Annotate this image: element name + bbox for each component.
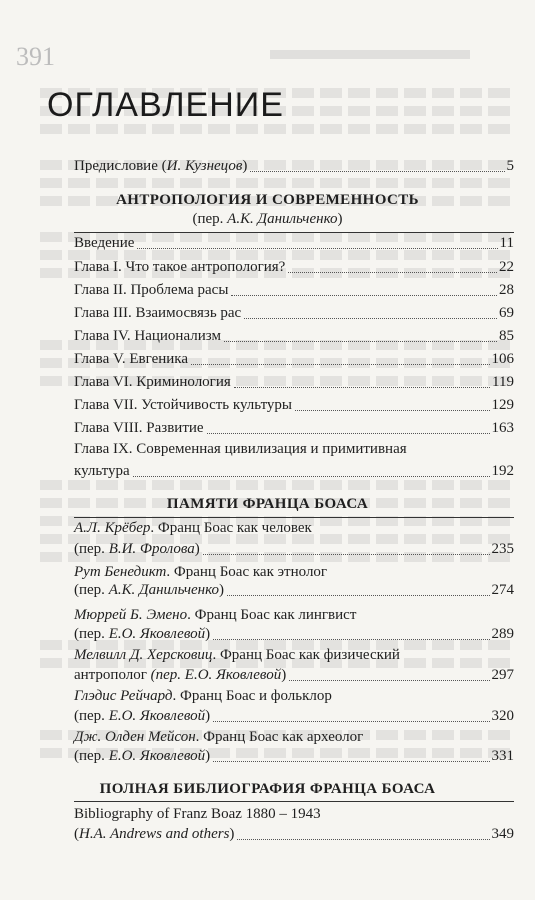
page-title: ОГЛАВЛЕНИЕ (47, 86, 284, 124)
dot-leader (250, 171, 504, 172)
toc-entry[interactable]: Глава VII. Устойчивость культуры 129 (74, 397, 514, 413)
toc-entry[interactable]: Глава V. Евгеника 106 (74, 351, 514, 367)
toc-entry[interactable]: Глава II. Проблема расы 28 (74, 282, 514, 298)
toc-entry[interactable]: (пер. В.И. Фролова) 235 (74, 541, 514, 557)
toc-entry[interactable]: (пер. А.К. Данильченко) 274 (74, 582, 514, 598)
toc-entry-text: Предисловие (И. Кузнецов) (74, 158, 248, 174)
translator-name: И. Кузнецов (166, 158, 243, 174)
toc-entry-text-line1[interactable]: Мюррей Б. Эмено. Франц Боас как лингвист (74, 607, 357, 623)
toc-entry-text-line1[interactable]: Bibliography of Franz Boaz 1880 – 1943 (74, 806, 321, 822)
section-heading-memory: ПАМЯТИ ФРАНЦА БОАСА (166, 496, 369, 512)
toc-entry-text-line1[interactable]: Дж. Олден Мейсон. Франц Боас как археолог (74, 729, 364, 745)
toc-entry-text-line1[interactable]: Глава IX. Современная цивилизация и примитивная (74, 441, 407, 457)
section-heading-anthropology: АНТРОПОЛОГИЯ И СОВРЕМЕННОСТЬ (116, 192, 419, 208)
toc-entry-preface[interactable] (74, 156, 514, 176)
section-subtitle: (пер. А.К. Данильченко) (192, 211, 343, 227)
toc-entry[interactable]: (H.A. Andrews and others) 349 (74, 826, 514, 842)
toc-entry[interactable]: Введение 11 (74, 235, 514, 251)
toc-entry-text-line1[interactable]: А.Л. Крёбер. Франц Боас как человек (74, 520, 312, 536)
bleedthrough-header (270, 50, 470, 59)
toc-entry-text-line1[interactable]: Рут Бенедикт. Франц Боас как этнолог (74, 564, 328, 580)
toc-entry[interactable]: (пер. Е.О. Яковлевой) 331 (74, 748, 514, 764)
toc-entry[interactable]: Глава IV. Национализм 85 (74, 328, 514, 344)
section-rule (74, 801, 514, 802)
section-heading-bibliography: ПОЛНАЯ БИБЛИОГРАФИЯ ФРАНЦА БОАСА (99, 781, 436, 797)
toc-entry[interactable]: Глава III. Взаимосвязь рас 69 (74, 305, 514, 321)
toc-entry[interactable]: Глава VIII. Развитие 163 (74, 420, 514, 436)
toc-entry[interactable]: Глава VI. Криминология 119 (74, 374, 514, 390)
toc-entry[interactable]: культура 192 (74, 463, 514, 479)
toc-entry-text-line1[interactable]: Глэдис Рейчард. Франц Боас и фольклор (74, 688, 332, 704)
toc-entry[interactable]: (пер. Е.О. Яковлевой) 289 (74, 626, 514, 642)
toc-entry[interactable]: Глава I. Что такое антропология? 22 (74, 259, 514, 275)
toc-entry-text-line1[interactable]: Мелвилл Д. Херсковиц. Франц Боас как физический (74, 647, 400, 663)
bleedthrough-page-number: 391 (16, 42, 55, 71)
toc-entry[interactable]: (пер. Е.О. Яковлевой) 320 (74, 708, 514, 724)
page-number: 5 (506, 158, 514, 174)
toc-entry[interactable]: антрополог (пер. Е.О. Яковлевой) 297 (74, 667, 514, 683)
